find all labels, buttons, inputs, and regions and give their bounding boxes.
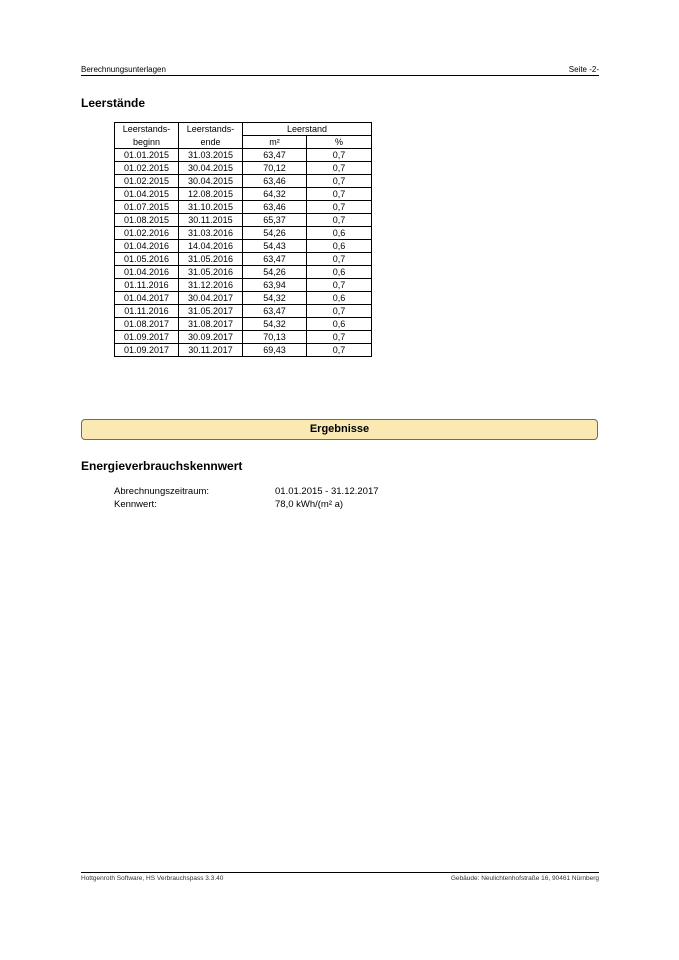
cell-begin: 01.04.2016 [115,266,179,279]
cell-area: 54,26 [243,227,307,240]
col-end-header-line2: ende [179,136,243,149]
cell-percent: 0,6 [307,318,372,331]
cell-percent: 0,7 [307,214,372,227]
cell-end: 30.11.2017 [179,344,243,357]
results-banner [81,419,598,440]
cell-end: 30.09.2017 [179,331,243,344]
cell-end: 12.08.2015 [179,188,243,201]
col-area-header: m² [243,136,307,149]
cell-percent: 0,7 [307,149,372,162]
cell-area: 63,94 [243,279,307,292]
cell-area: 64,32 [243,188,307,201]
cell-area: 70,12 [243,162,307,175]
kennwert-row [114,498,414,511]
cell-end: 31.05.2017 [179,305,243,318]
page-footer [81,872,599,883]
page-header [81,65,599,76]
energy-heading: Energieverbrauchskennwert [81,459,243,473]
table-row [115,318,372,331]
footer-software: Hottgenroth Software, HS Verbrauchspass 3.3.40 [81,875,224,882]
cell-area: 70,13 [243,331,307,344]
header-document-title: Berechnungsunterlagen [81,65,166,74]
vacancies-table [114,122,372,357]
cell-begin: 01.02.2015 [115,175,179,188]
cell-percent: 0,7 [307,175,372,188]
cell-begin: 01.09.2017 [115,344,179,357]
kennwert-label: Kennwert: [114,499,157,510]
period-label: Abrechnungszeitraum: [114,486,210,497]
footer-building: Gebäude: Neulichtenhofstraße 16, 90461 Nürnberg [450,875,599,882]
cell-end: 30.04.2017 [179,292,243,305]
cell-end: 31.10.2015 [179,201,243,214]
cell-end: 14.04.2016 [179,240,243,253]
cell-begin: 01.04.2016 [115,240,179,253]
period-value: 01.01.2015 - 31.12.2017 [275,486,379,497]
cell-begin: 01.04.2017 [115,292,179,305]
cell-percent: 0,7 [307,188,372,201]
col-percent-header: % [307,136,372,149]
energy-results [114,485,414,511]
cell-begin: 01.07.2015 [115,201,179,214]
cell-end: 30.04.2015 [179,162,243,175]
period-row [114,485,414,498]
cell-area: 63,46 [243,201,307,214]
table-row [115,188,372,201]
cell-percent: 0,7 [307,201,372,214]
cell-begin: 01.05.2016 [115,253,179,266]
cell-begin: 01.08.2017 [115,318,179,331]
cell-area: 54,32 [243,292,307,305]
table-row [115,344,372,357]
cell-end: 31.12.2016 [179,279,243,292]
table-row [115,227,372,240]
cell-area: 65,37 [243,214,307,227]
cell-percent: 0,7 [307,305,372,318]
cell-end: 30.04.2015 [179,175,243,188]
table-row [115,331,372,344]
cell-area: 63,46 [243,175,307,188]
cell-begin: 01.02.2015 [115,162,179,175]
cell-area: 54,26 [243,266,307,279]
cell-end: 31.03.2016 [179,227,243,240]
cell-begin: 01.11.2016 [115,279,179,292]
cell-percent: 0,6 [307,266,372,279]
cell-percent: 0,7 [307,331,372,344]
table-row [115,292,372,305]
col-begin-header-line2: beginn [115,136,179,149]
header-page-number: Seite -2- [568,65,599,74]
vacancies-heading: Leerstände [81,96,146,110]
cell-percent: 0,6 [307,292,372,305]
cell-percent: 0,7 [307,253,372,266]
cell-end: 31.05.2016 [179,253,243,266]
cell-area: 54,43 [243,240,307,253]
table-row [115,253,372,266]
cell-percent: 0,6 [307,240,372,253]
table-row [115,201,372,214]
cell-begin: 01.08.2015 [115,214,179,227]
table-row [115,266,372,279]
cell-percent: 0,7 [307,344,372,357]
cell-end: 31.05.2016 [179,266,243,279]
cell-area: 63,47 [243,149,307,162]
results-banner-label: Ergebnisse [309,423,370,435]
cell-percent: 0,7 [307,279,372,292]
table-row [115,214,372,227]
cell-area: 54,32 [243,318,307,331]
table-row [115,149,372,162]
cell-begin: 01.02.2016 [115,227,179,240]
cell-percent: 0,6 [307,227,372,240]
cell-area: 63,47 [243,305,307,318]
cell-percent: 0,7 [307,162,372,175]
cell-area: 69,43 [243,344,307,357]
table-row [115,175,372,188]
cell-end: 30.11.2015 [179,214,243,227]
cell-area: 63,47 [243,253,307,266]
table-row [115,162,372,175]
cell-begin: 01.09.2017 [115,331,179,344]
table-row [115,279,372,292]
table-row [115,240,372,253]
col-vacancy-group-header: Leerstand [243,123,372,136]
col-begin-header-line1: Leerstands- [115,123,179,136]
table-row [115,305,372,318]
cell-end: 31.08.2017 [179,318,243,331]
col-end-header-line1: Leerstands- [179,123,243,136]
cell-begin: 01.11.2016 [115,305,179,318]
cell-begin: 01.01.2015 [115,149,179,162]
kennwert-value: 78,0 kWh/(m² a) [275,499,344,510]
cell-end: 31.03.2015 [179,149,243,162]
cell-begin: 01.04.2015 [115,188,179,201]
